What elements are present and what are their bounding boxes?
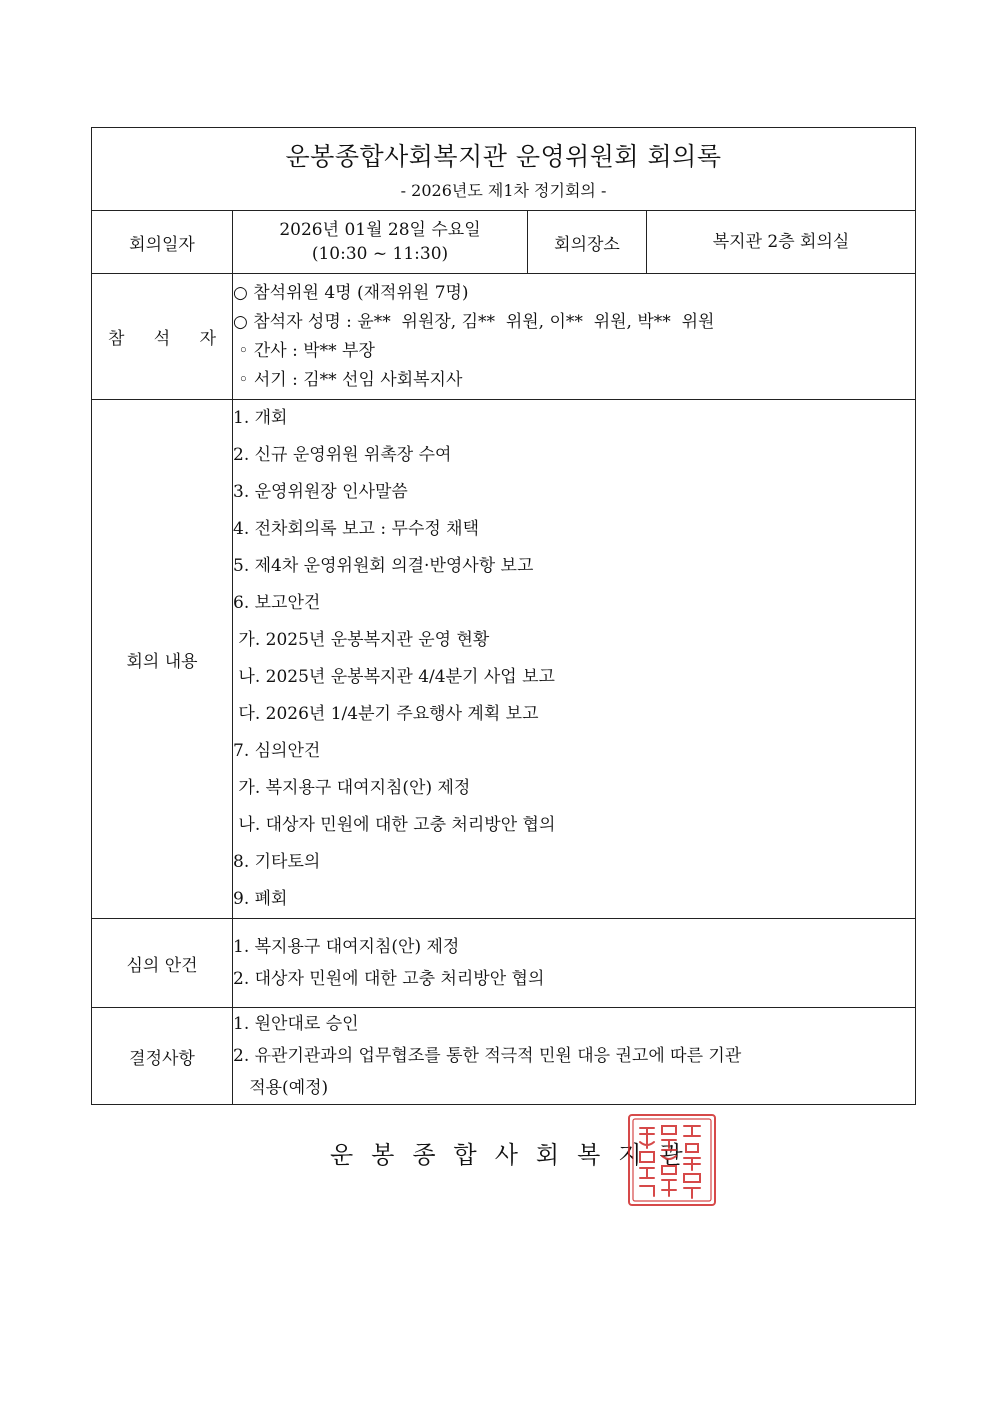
decisions-label: 결정사항 (92, 1008, 233, 1105)
agenda-item: 2. 신규 운영위원 위촉장 수여 (233, 445, 452, 465)
attendees-list (233, 274, 916, 400)
agenda-item: 7. 심의안건 (233, 741, 321, 761)
agenda-item: 6. 보고안건 (233, 593, 321, 613)
agenda-subitem: 나. 2025년 운봉복지관 4/4분기 사업 보고 (233, 667, 555, 687)
date-label: 회의일자 (92, 211, 233, 274)
title-cell (92, 128, 916, 211)
date-line: 2026년 01월 28일 수요일 (279, 220, 481, 240)
organization-name: 운봉종합사회복지관 (330, 1141, 701, 1169)
attendee-line: ◦ 간사 : 박** 부장 (233, 340, 375, 361)
time-line: (10:30 ~ 11:30) (311, 244, 449, 264)
attendee-line: ○ 참석위원 4명 (재적위원 7명) (233, 282, 469, 303)
agenda-item: 4. 전차회의록 보고 : 무수정 채택 (233, 519, 480, 539)
agenda-subitem: 가. 복지용구 대여지침(안) 제정 (233, 778, 471, 798)
attendee-line: ○ 참석자 성명 : 윤** 위원장, 김** 위원, 이** 위원, 박** 위원 (233, 311, 715, 332)
agenda-subitem: 다. 2026년 1/4분기 주요행사 계획 보고 (233, 704, 539, 724)
document-title: 운봉종합사회복지관 운영위원회 회의록 (285, 142, 722, 171)
agenda-subitem: 가. 2025년 운봉복지관 운영 현황 (233, 630, 490, 650)
agenda-subitem: 나. 대상자 민원에 대한 고충 처리방안 협의 (233, 815, 556, 835)
deliberation-item: 2. 대상자 민원에 대한 고충 처리방안 협의 (233, 969, 545, 989)
document-subtitle: - 2026년도 제1차 정기회의 - (400, 181, 607, 200)
deliberation-list (233, 919, 916, 1008)
footer (0, 1135, 1000, 1175)
decisions-list (233, 1008, 916, 1105)
date-value (233, 211, 528, 274)
place-label: 회의장소 (528, 211, 647, 274)
agenda-item: 1. 개회 (233, 408, 288, 428)
agenda-item: 9. 폐회 (233, 889, 288, 909)
minutes-table (91, 127, 916, 1105)
deliberation-item: 1. 복지용구 대여지침(안) 제정 (233, 937, 460, 957)
decision-item: 1. 원안대로 승인 (233, 1014, 359, 1034)
attendees-label: 참 석 자 (92, 274, 233, 400)
contents-label: 회의 내용 (92, 400, 233, 919)
deliberation-label: 심의 안건 (92, 919, 233, 1008)
official-seal-icon (626, 1112, 718, 1208)
agenda-item: 5. 제4차 운영위원회 의결·반영사항 보고 (233, 556, 534, 576)
agenda-item: 3. 운영위원장 인사말씀 (233, 482, 408, 502)
decision-item: 2. 유관기관과의 업무협조를 통한 적극적 민원 대응 권고에 따른 기관 (233, 1046, 742, 1066)
place-value: 복지관 2층 회의실 (647, 211, 916, 274)
minutes-document (91, 127, 915, 1105)
decision-item: 적용(예정) (233, 1078, 329, 1098)
attendee-line: ◦ 서기 : 김** 선임 사회복지사 (233, 369, 463, 390)
agenda-item: 8. 기타토의 (233, 852, 321, 872)
contents-list (233, 400, 916, 919)
